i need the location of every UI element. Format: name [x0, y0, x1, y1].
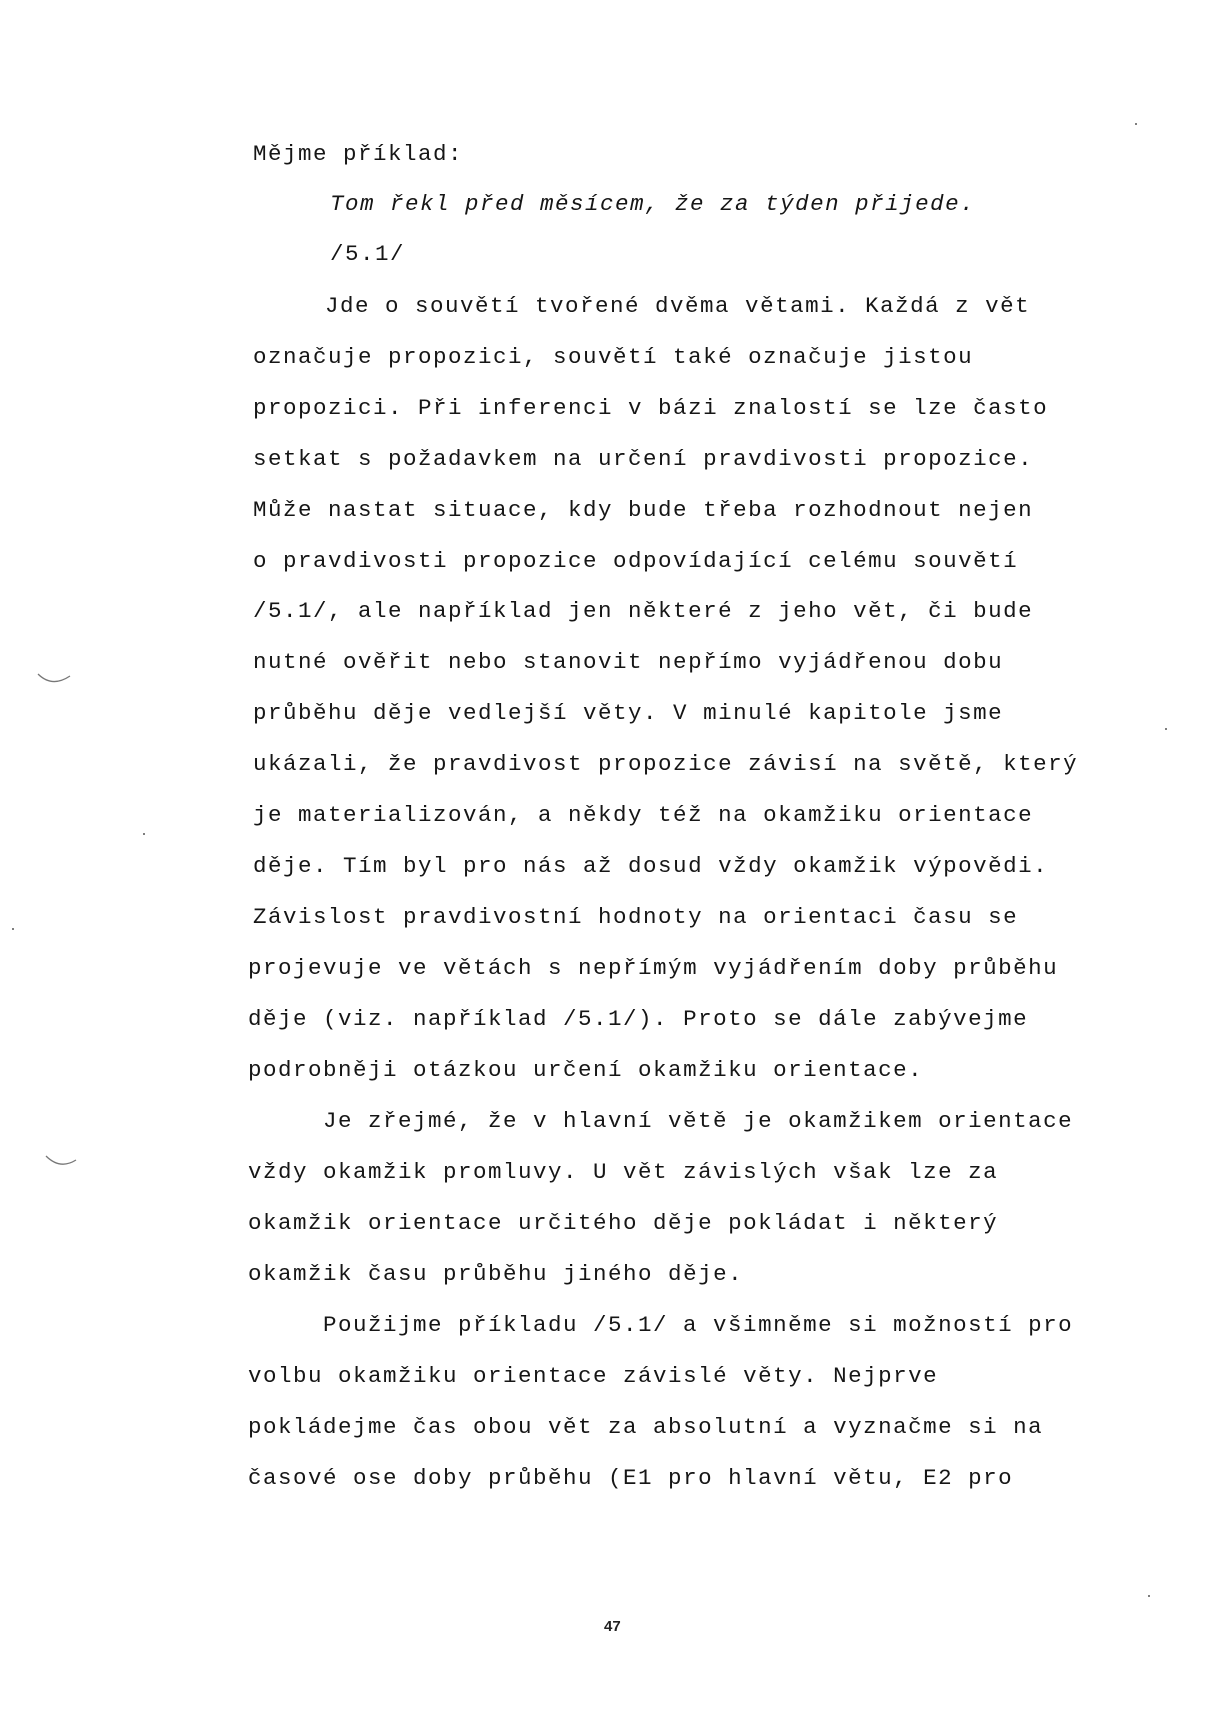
body-line: ukázali, že pravdivost propozice závisí na světě, který	[253, 751, 1079, 777]
body-line: projevuje ve větách s nepřímým vyjádřením doby průběhu	[248, 955, 1059, 981]
punch-hole-mark	[36, 668, 72, 692]
body-line: propozici. Při inferenci v bázi znalostí se lze často	[253, 395, 1049, 421]
body-line: nutné ověřit nebo stanovit nepřímo vyjádřenou dobu	[253, 649, 1004, 675]
page-number: 47	[604, 1618, 621, 1635]
body-line: děje (viz. například /5.1/). Proto se dále zabývejme	[248, 1006, 1029, 1032]
body-line: Je zřejmé, že v hlavní větě je okamžikem orientace	[323, 1108, 1074, 1134]
body-line: Jde o souvětí tvořené dvěma větami. Každá z vět	[325, 293, 1031, 319]
body-line: okamžik orientace určitého děje pokládat i některý	[248, 1210, 999, 1236]
body-line: děje. Tím byl pro nás až dosud vždy okamžik výpovědi.	[253, 853, 1049, 879]
body-line: průběhu děje vedlejší věty. V minulé kapitole jsme	[253, 700, 1004, 726]
body-line: pokládejme čas obou vět za absolutní a vyznačme si na	[248, 1414, 1044, 1440]
body-line: vždy okamžik promluvy. U vět závislých však lze za	[248, 1159, 999, 1185]
example-sentence: Tom řekl před měsícem, že za týden přijede.	[330, 191, 976, 217]
body-line: volbu okamžiku orientace závislé věty. Nejprve	[248, 1363, 939, 1389]
body-line: označuje propozici, souvětí také označuje jistou	[253, 344, 974, 370]
body-line: je materializován, a někdy též na okamžiku orientace	[253, 802, 1034, 828]
body-line: Použijme příkladu /5.1/ a všimněme si možností pro	[323, 1312, 1074, 1338]
scan-speck	[12, 928, 14, 930]
body-line: podrobněji otázkou určení okamžiku orientace.	[248, 1057, 924, 1083]
scan-speck	[1165, 728, 1167, 730]
intro-line: Mějme příklad:	[253, 141, 464, 167]
body-line: o pravdivosti propozice odpovídající celému souvětí	[253, 548, 1019, 574]
body-line: okamžik času průběhu jiného děje.	[248, 1261, 744, 1287]
body-line: setkat s požadavkem na určení pravdivosti propozice.	[253, 446, 1034, 472]
body-line: /5.1/, ale například jen některé z jeho vět, či bude	[253, 598, 1034, 624]
body-line: Závislost pravdivostní hodnoty na orientaci času se	[253, 904, 1019, 930]
scan-speck	[1148, 1595, 1150, 1597]
example-label: /5.1/	[330, 241, 406, 267]
scan-speck	[143, 833, 145, 835]
scan-speck	[1135, 123, 1137, 125]
body-line: časové ose doby průběhu (E1 pro hlavní větu, E2 pro	[248, 1465, 1014, 1491]
body-line: Může nastat situace, kdy bude třeba rozhodnout nejen	[253, 497, 1034, 523]
punch-hole-mark	[44, 1150, 78, 1174]
